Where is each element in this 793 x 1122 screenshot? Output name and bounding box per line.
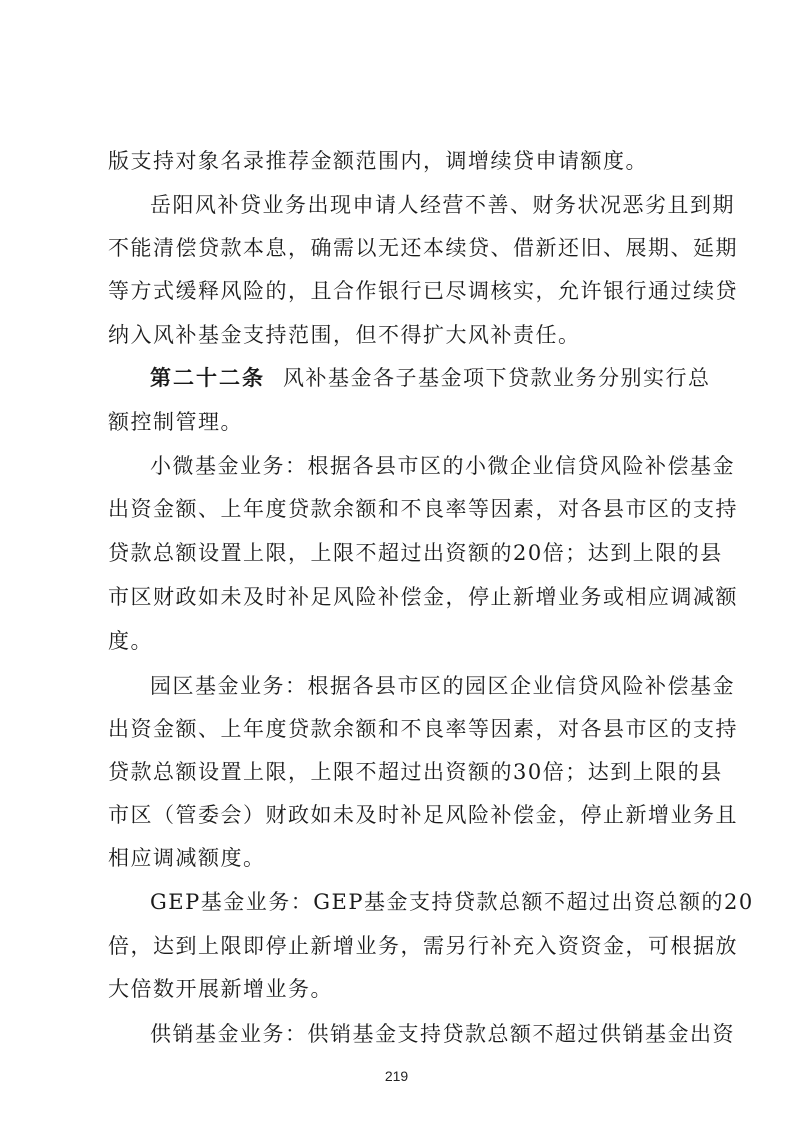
article-text: 风补基金各子基金项下贷款业务分别实行总 bbox=[283, 366, 711, 390]
body-text-line: 贷款总额设置上限，上限不超过出资额的20倍；达到上限的县 bbox=[108, 541, 723, 565]
body-text-line: 不能清偿贷款本息，确需以无还本续贷、借新还旧、展期、延期 bbox=[108, 236, 738, 260]
body-text-line: 度。 bbox=[108, 629, 153, 653]
body-text-line: 纳入风补基金支持范围，但不得扩大风补责任。 bbox=[108, 323, 581, 347]
body-text-line: 市区（管委会）财政如未及时补足风险补偿金，停止新增业务且 bbox=[108, 803, 738, 827]
body-text-line: 出资金额、上年度贷款余额和不良率等因素，对各县市区的支持 bbox=[108, 717, 738, 741]
paragraph-first-line: GEP基金业务：GEP基金支持贷款总额不超过出资总额的20 bbox=[150, 890, 754, 914]
body-text-line: 等方式缓释风险的，且合作银行已尽调核实，允许银行通过续贷 bbox=[108, 279, 738, 303]
body-text-line: 倍，达到上限即停止新增业务，需另行补充入资资金，可根据放 bbox=[108, 934, 738, 958]
body-text-line: 版支持对象名录推荐金额范围内，调增续贷申请额度。 bbox=[108, 149, 648, 173]
body-text-line: 额控制管理。 bbox=[108, 410, 243, 434]
body-text-line: 贷款总额设置上限，上限不超过出资额的30倍；达到上限的县 bbox=[108, 760, 723, 784]
body-text-line: 出资金额、上年度贷款余额和不良率等因素，对各县市区的支持 bbox=[108, 497, 738, 521]
paragraph-first-line: 岳阳风补贷业务出现申请人经营不善、财务状况恶劣且到期 bbox=[150, 193, 735, 217]
paragraph-first-line: 园区基金业务：根据各县市区的园区企业信贷风险补偿基金 bbox=[150, 674, 735, 698]
page-number: 219 bbox=[384, 1068, 409, 1084]
paragraph-first-line: 小微基金业务：根据各县市区的小微企业信贷风险补偿基金 bbox=[150, 454, 735, 478]
article-22-line bbox=[150, 363, 711, 393]
paragraph-first-line: 供销基金业务：供销基金支持贷款总额不超过供销基金出资 bbox=[150, 1022, 735, 1046]
body-text-line: 相应调减额度。 bbox=[108, 846, 266, 870]
body-text-line: 大倍数开展新增业务。 bbox=[108, 977, 333, 1001]
body-text-line: 市区财政如未及时补足风险补偿金，停止新增业务或相应调减额 bbox=[108, 585, 738, 609]
article-heading: 第二十二条 bbox=[150, 366, 265, 390]
